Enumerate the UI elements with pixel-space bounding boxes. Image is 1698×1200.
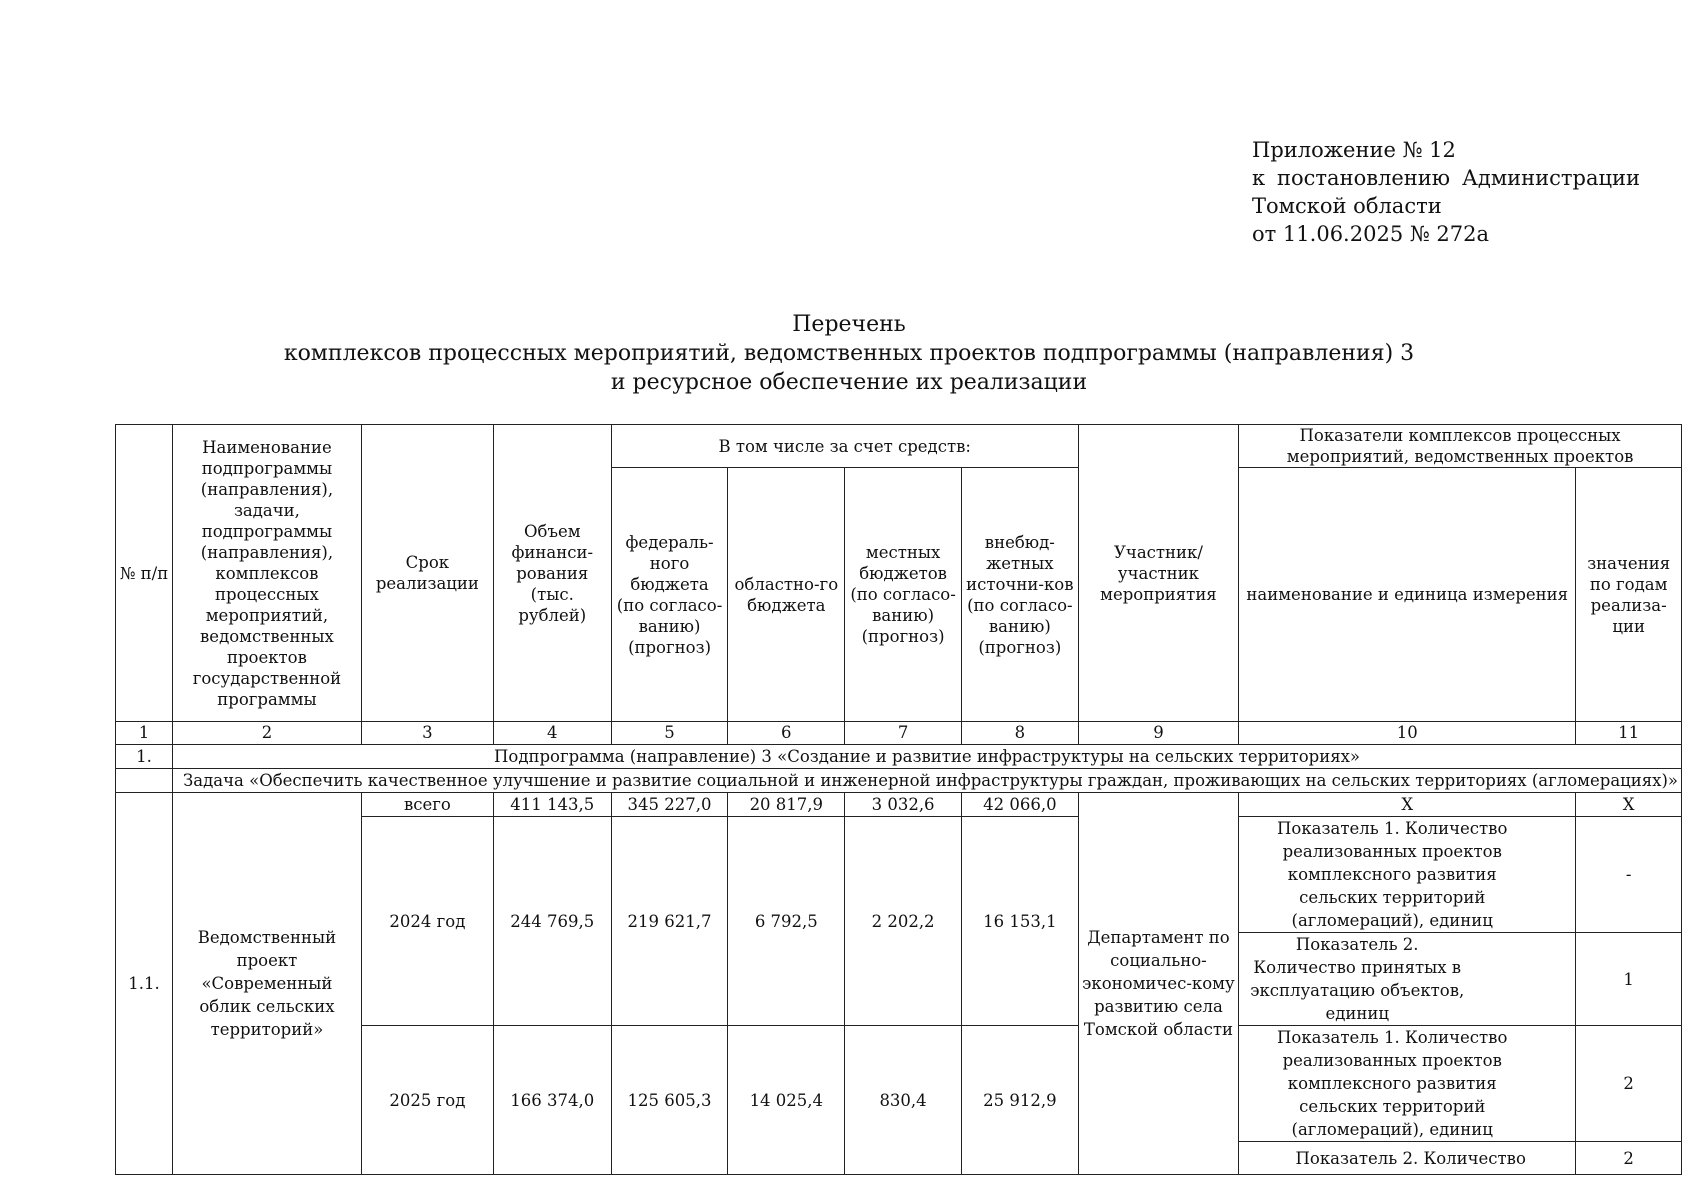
title-line-3: и ресурсное обеспечение их реализации: [610, 370, 1088, 395]
indicator-value: 2: [1576, 1142, 1682, 1175]
column-number: 6: [728, 722, 845, 745]
row-federal: 345 227,0: [611, 793, 728, 817]
annex-line-2: к постановлению Администрации: [1252, 166, 1640, 190]
row-federal: 125 605,3: [611, 1026, 728, 1175]
row-total: 244 769,5: [493, 817, 611, 1026]
row-period: 2024 год: [361, 817, 493, 1026]
column-number: 3: [361, 722, 493, 745]
header-local: местных бюджетов (по согласо-ванию) (прогноз): [845, 468, 962, 722]
row-regional: 20 817,9: [728, 793, 845, 817]
annex-line-1: Приложение № 12: [1252, 138, 1456, 162]
row-total: 411 143,5: [493, 793, 611, 817]
annex-block: [1252, 136, 1640, 248]
column-number: 9: [1078, 722, 1238, 745]
task-title: Задача «Обеспечить качественное улучшение и развитие социальной и инженерной инфраструктуры граждан, проживающих на сельских территориях (агломерациях)»: [173, 769, 1682, 793]
column-number: 11: [1576, 722, 1682, 745]
indicator-name: X: [1239, 793, 1576, 817]
row-regional: 6 792,5: [728, 817, 845, 1026]
project-name: Ведомственный проект «Современный облик сельских территорий»: [173, 793, 362, 1175]
column-number: 1: [116, 722, 173, 745]
indicator-name: Показатель 1. Количество реализованных проектов комплексного развития сельских территорий (агломераций), единиц: [1239, 1026, 1576, 1142]
header-federal: федераль-ного бюджета (по согласо-ванию) (прогноз): [611, 468, 728, 722]
row-local: 830,4: [845, 1026, 962, 1175]
row-local: 3 032,6: [845, 793, 962, 817]
indicator-value: X: [1576, 793, 1682, 817]
row-federal: 219 621,7: [611, 817, 728, 1026]
subprogram-number: 1.: [116, 745, 173, 769]
header-regional: областно-го бюджета: [728, 468, 845, 722]
row-extrabudget: 42 066,0: [961, 793, 1078, 817]
row-local: 2 202,2: [845, 817, 962, 1026]
project-number: 1.1.: [116, 793, 173, 1175]
subprogram-title: Подпрограмма (направление) 3 «Создание и развитие инфраструктуры на сельских территориях»: [173, 745, 1682, 769]
column-number: 5: [611, 722, 728, 745]
header-funding-group: В том числе за счет средств:: [611, 425, 1078, 468]
header-number: № п/п: [116, 425, 173, 722]
title-line-1: Перечень: [792, 312, 906, 337]
document-title: [0, 310, 1698, 397]
indicator-value: 2: [1576, 1026, 1682, 1142]
header-name: Наименование подпрограммы (направления), задачи, подпрограммы (направления), комплексов процессных мероприятий, ведомственных проектов государственной программы: [173, 425, 362, 722]
indicator-value: 1: [1576, 933, 1682, 1026]
column-number: 4: [493, 722, 611, 745]
indicator-name: Показатель 1. Количество реализованных проектов комплексного развития сельских территорий (агломераций), единиц: [1239, 817, 1576, 933]
project-participant: Департамент по социально-экономичес-кому развитию села Томской области: [1078, 793, 1238, 1175]
indicator-name: Показатель 2. Количество принятых в эксплуатацию объектов, единиц: [1239, 933, 1576, 1026]
header-extrabudget: внебюд-жетных источни-ков (по согласо-ванию) (прогноз): [961, 468, 1078, 722]
header-indicator-values: значения по годам реализа-ции: [1576, 468, 1682, 722]
header-indicator-name: наименование и единица измерения: [1239, 468, 1576, 722]
header-total-funding: Объем финанси-рования (тыс. рублей): [493, 425, 611, 722]
column-number: 10: [1239, 722, 1576, 745]
indicator-name: Показатель 2. Количество: [1239, 1142, 1576, 1175]
header-period: Срок реализации: [361, 425, 493, 722]
annex-line-4: от 11.06.2025 № 272а: [1252, 222, 1489, 246]
row-period: 2025 год: [361, 1026, 493, 1175]
task-number-empty: [116, 769, 173, 793]
header-indicators-group: Показатели комплексов процессных мероприятий, ведомственных проектов: [1239, 425, 1682, 468]
row-total: 166 374,0: [493, 1026, 611, 1175]
header-participant: Участник/ участник мероприятия: [1078, 425, 1238, 722]
column-number: 2: [173, 722, 362, 745]
annex-line-3: Томской области: [1252, 194, 1442, 218]
column-number: 8: [961, 722, 1078, 745]
program-table: [115, 424, 1682, 1175]
title-line-2: комплексов процессных мероприятий, ведомственных проектов подпрограммы (направления) 3: [283, 341, 1415, 366]
row-extrabudget: 25 912,9: [961, 1026, 1078, 1175]
row-period: всего: [361, 793, 493, 817]
indicator-value: -: [1576, 817, 1682, 933]
column-number: 7: [845, 722, 962, 745]
row-regional: 14 025,4: [728, 1026, 845, 1175]
row-extrabudget: 16 153,1: [961, 817, 1078, 1026]
